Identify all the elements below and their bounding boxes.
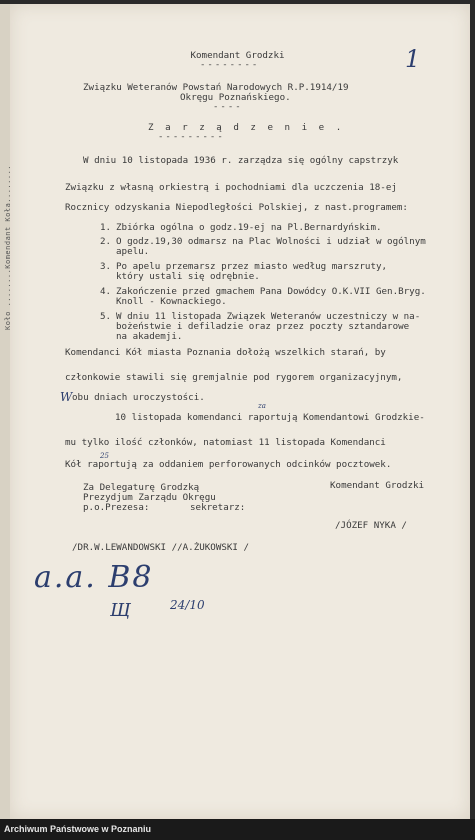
item-3-line-2: który ustali się odrębnie. xyxy=(116,271,260,282)
org-line-2: Okręgu Poznańskiego. xyxy=(180,92,291,103)
sig-right-name: /JÓZEF NYKA / xyxy=(335,520,407,531)
org-line-1: Związku Weteranów Powstań Narodowych R.P.1914/19 xyxy=(83,82,349,93)
item-5-line-2: bożeństwie i defiladzie oraz przez poczty sztandarowe xyxy=(116,321,410,332)
org-underline: ---- xyxy=(213,102,243,112)
sig-left-line-3b: sekretarz: xyxy=(190,502,246,513)
body-line-1: W dniu 10 listopada 1936 r. zarządza się ogólny capstrzyk xyxy=(83,155,399,166)
page-number-handwritten: 1 xyxy=(405,45,421,73)
sig-left-line-3: p.o.Prezesa: xyxy=(83,502,150,513)
item-3-line-1: Po apelu przemarsz przez miasto według marszruty, xyxy=(116,261,388,272)
handwritten-archive-code: a.a. B8 xyxy=(34,560,154,595)
item-5-num: 5. xyxy=(100,311,112,322)
sig-left-line-2: Prezydjum Zarządu Okręgu xyxy=(83,492,216,503)
item-5-line-3: na akademji. xyxy=(116,331,183,342)
item-4-num: 4. xyxy=(100,286,112,297)
doc-type: Z a r z ą d z e n i e . xyxy=(148,122,345,133)
doc-type-underline: --------- xyxy=(158,132,225,142)
handwritten-date-mark: 24/10 xyxy=(170,598,205,612)
handwritten-insert-za: za xyxy=(258,402,266,410)
header-title: Komendant Grodzki xyxy=(190,50,285,61)
para3-line-2: mu tylko ilość członków, natomiast 11 listopada Komendanci xyxy=(65,437,386,448)
item-4-line-1: Zakończenie przed gmachem Pana Dowódcy O.K.VII Gen.Bryg. xyxy=(116,286,426,297)
item-2-line-2: apelu. xyxy=(116,246,150,257)
item-3-num: 3. xyxy=(100,261,112,272)
page-edge xyxy=(0,4,10,819)
body-line-3: Rocznicy odzyskania Niepodległości Polskiej, z nast.programem: xyxy=(65,202,408,213)
para2-line-3: obu dniach uroczystości. xyxy=(72,392,205,403)
item-5-line-1: W dniu 11 listopada Związek Weteranów uczestniczy w na- xyxy=(116,311,421,322)
sig-left-names: /DR.W.LEWANDOWSKI //A.ŻUKOWSKI / xyxy=(72,542,250,553)
archive-name: Archiwum Państwowe w Poznaniu xyxy=(4,824,152,834)
header-underline: -------- xyxy=(200,60,260,70)
sig-right-title: Komendant Grodzki xyxy=(330,480,425,491)
margin-note: Koło ........Komendant Koła........ xyxy=(4,164,12,330)
item-2-num: 2. xyxy=(100,236,112,247)
body-line-2: Związku z własną orkiestrą i pochodniami dla uczczenia 18-ej xyxy=(65,182,397,193)
item-2-line-1: O godz.19,30 odmarsz na Plac Wolności i udział w ogólnym xyxy=(116,236,426,247)
para2-line-1: Komendanci Kół miasta Poznania dołożą wszelkich starań, by xyxy=(65,347,386,358)
handwritten-v-mark: W xyxy=(60,390,73,404)
para3-line-1: 10 listopada komendanci raportują Komendantowi Grodzkie- xyxy=(115,412,425,423)
item-4-line-2: Knoll - Kownackiego. xyxy=(116,296,227,307)
handwritten-insert-25: 25 xyxy=(100,452,109,460)
item-1-num: 1. xyxy=(100,222,112,233)
para2-line-2: członkowie stawili się gremjalnie pod rygorem organizacyjnym, xyxy=(65,372,403,383)
sig-left-line-1: Za Delegaturę Grodzką xyxy=(83,482,200,493)
handwritten-initials: Щ xyxy=(110,600,131,621)
item-1-line-1: Zbiórka ogólna o godz.19-ej na Pl.Bernardyńskim. xyxy=(116,222,382,233)
para3-line-3: Kół raportują za oddaniem perforowanych odcinków pocztowek. xyxy=(65,459,392,470)
